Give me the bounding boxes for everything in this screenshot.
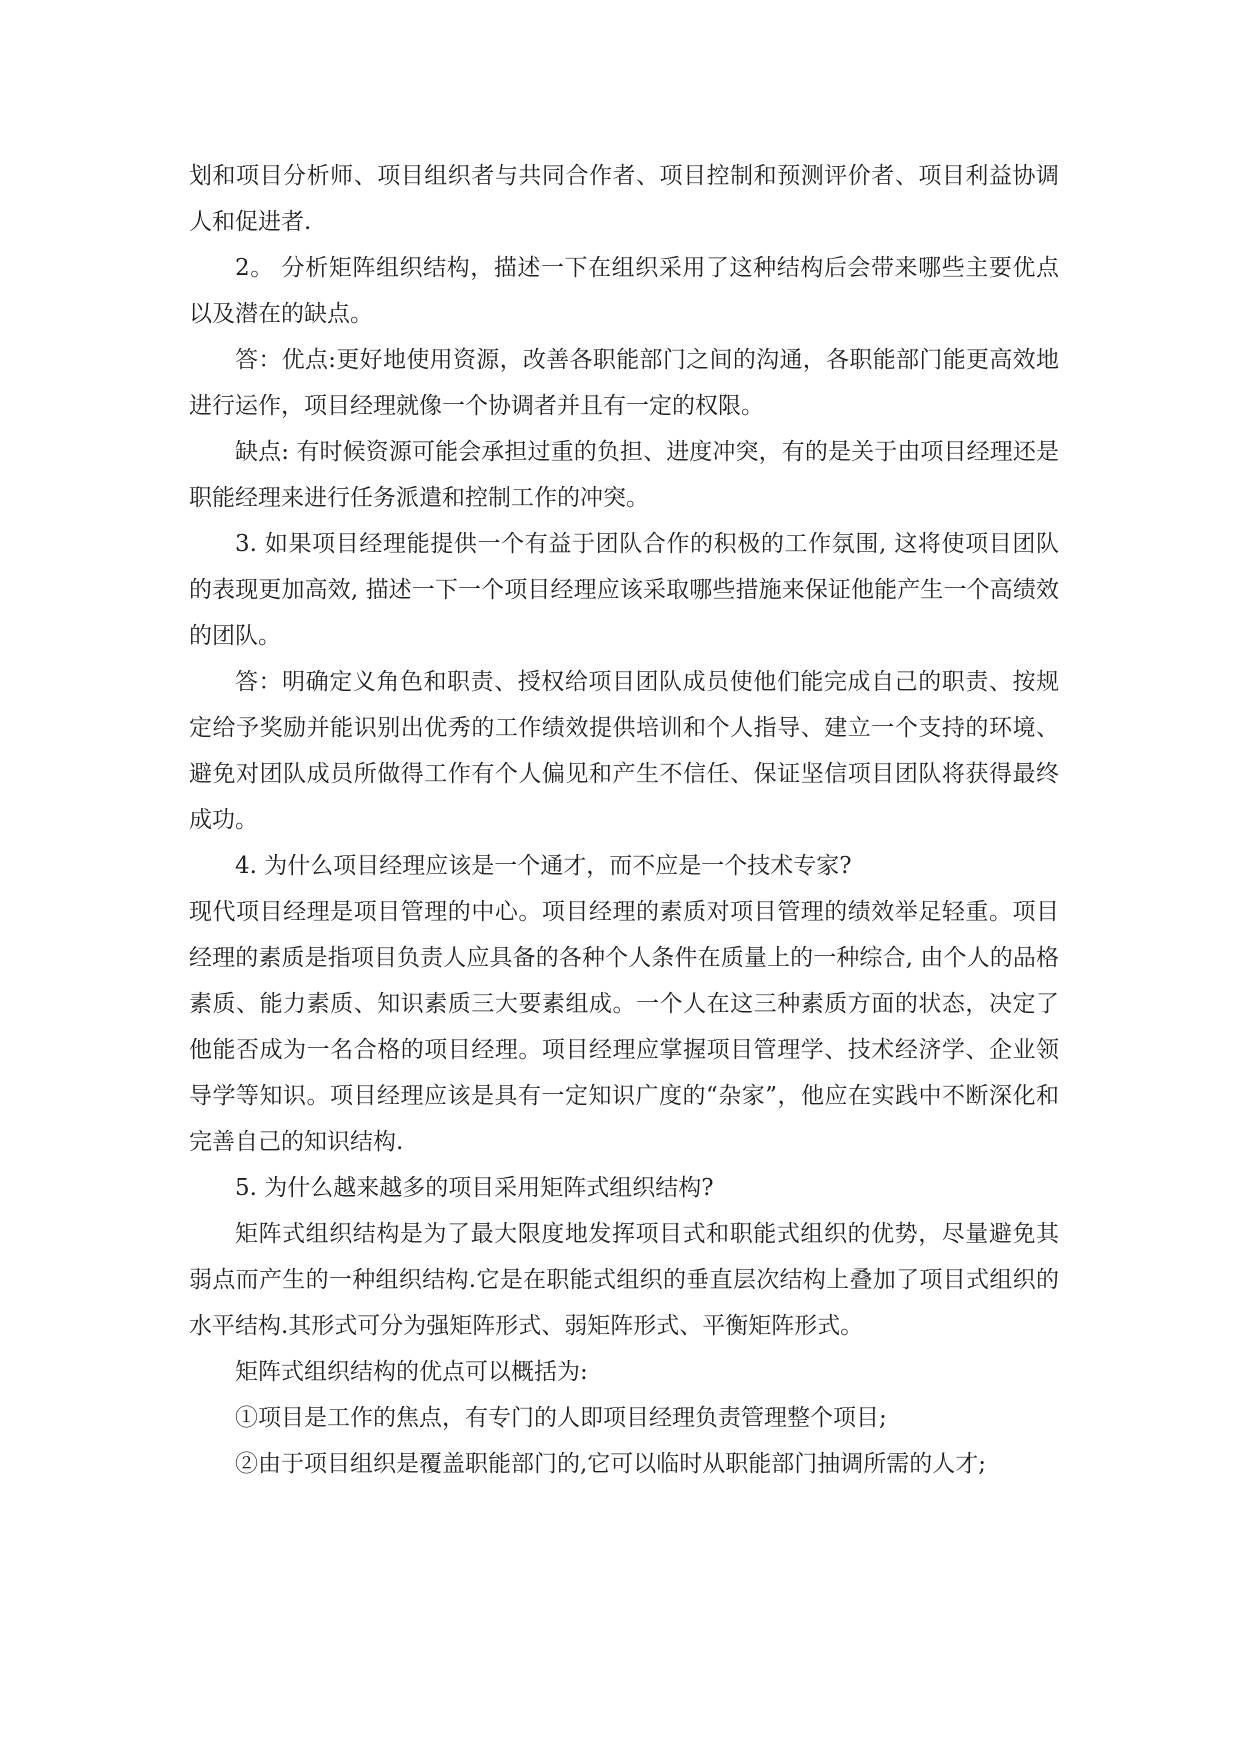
advantage-item-2: ②由于项目组织是覆盖职能部门的,它可以临时从职能部门抽调所需的人才; [235,1451,987,1477]
question-2: 2。 分析矩阵组织结构，描述一下在组织采用了这种结构后会带来哪些主要优点以及潜在的缺点。 [189,255,1059,327]
question-3: 3. 如果项目经理能提供一个有益于团队合作的积极的工作氛围, 这将使项目团队的表现更加高效, 描述一下一个项目经理应该采取哪些措施来保证他能产生一个高绩效的团队。 [189,531,1059,649]
answer-4: 现代项目经理是项目管理的中心。项目经理的素质对项目管理的绩效举足轻重。项目经理的素质是指项目负责人应具备的各种个人条件在质量上的一种综合, 由个人的品格素质、能力素质、知识素质三大要素组成。一个人在这三种素质方面的状态，决定了他能否成为一名合格的项目经理。项目经理应掌握项目管理学、技术经济学、企业领导学等知识。项目经理应该是具有一定知识广度的“杂家”，他应在实践中不断深化和完善自己的知识结构. [189,899,1059,1155]
paragraph-role-summary: 划和项目分析师、项目组织者与共同合作者、项目控制和预测评价者、项目利益协调人和促进者. [189,163,1059,235]
document-body [189,153,1059,1487]
question-5: 5. 为什么越来越多的项目采用矩阵式组织结构? [235,1175,714,1201]
advantages-heading: 矩阵式组织结构的优点可以概括为: [235,1359,588,1385]
answer-2-advantages: 答：优点:更好地使用资源，改善各职能部门之间的沟通，各职能部门能更高效地进行运作，项目经理就像一个协调者并且有一定的权限。 [189,347,1059,419]
answer-5: 矩阵式组织结构是为了最大限度地发挥项目式和职能式组织的优势，尽量避免其弱点而产生的一种组织结构.它是在职能式组织的垂直层次结构上叠加了项目式组织的水平结构.其形式可分为强矩阵形式、弱矩阵形式、平衡矩阵形式。 [189,1221,1059,1339]
question-4: 4. 为什么项目经理应该是一个通才，而不应是一个技术专家? [235,853,852,879]
answer-3: 答：明确定义角色和职责、授权给项目团队成员使他们能完成自己的职责、按规定给予奖励并能识别出优秀的工作绩效提供培训和个人指导、建立一个支持的环境、避免对团队成员所做得工作有个人偏见和产生不信任、保证坚信项目团队将获得最终成功。 [189,669,1059,833]
answer-2-disadvantages: 缺点: 有时候资源可能会承担过重的负担、进度冲突，有的是关于由项目经理还是职能经理来进行任务派遣和控制工作的冲突。 [189,439,1059,511]
advantage-item-1: ①项目是工作的焦点，有专门的人即项目经理负责管理整个项目; [235,1405,887,1431]
